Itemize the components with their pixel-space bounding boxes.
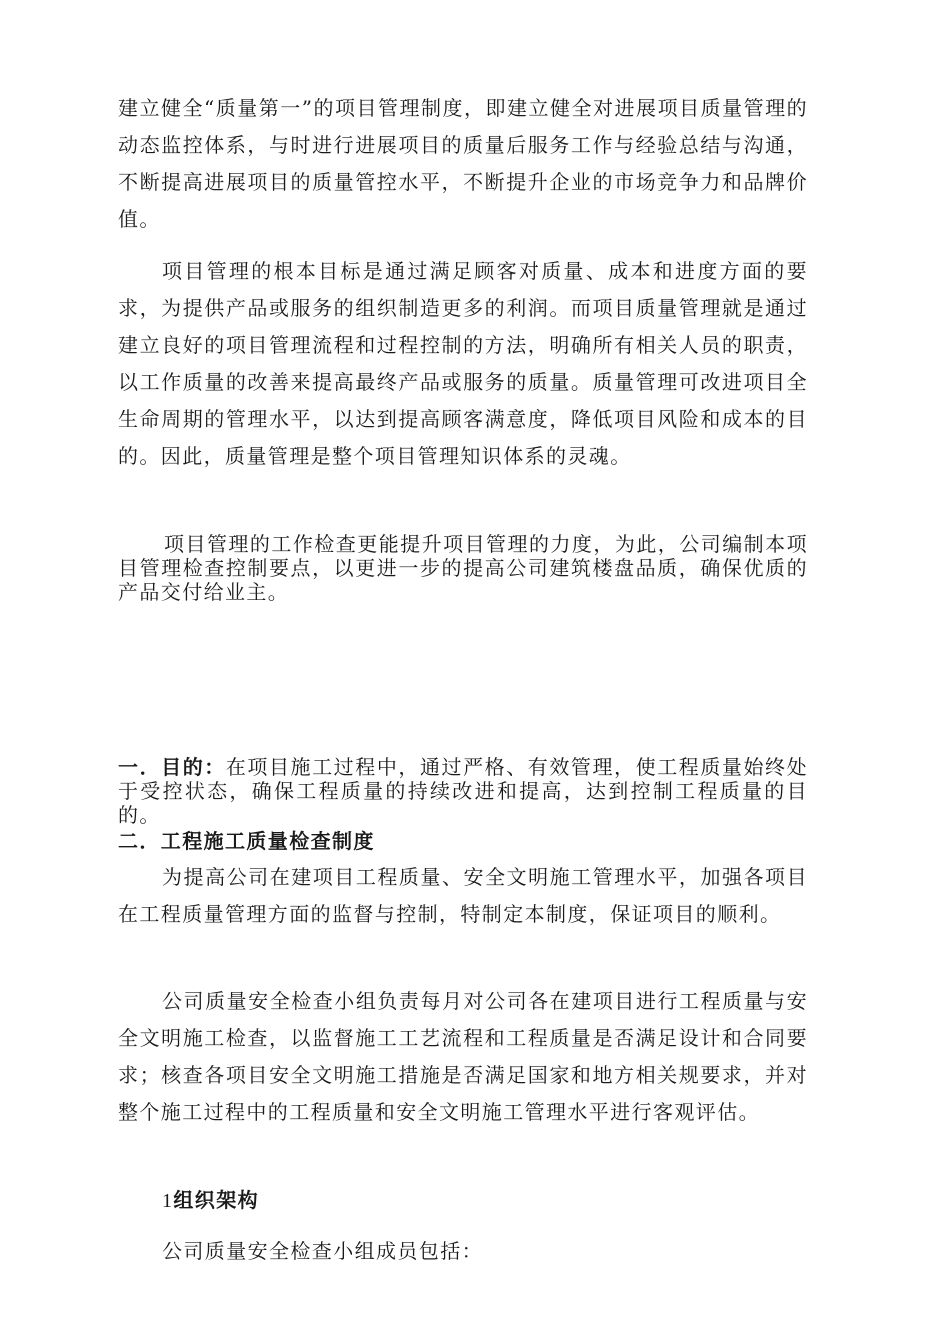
section-1-heading: 一．目的： — [118, 755, 226, 779]
subsection-1-title: 组织架构 — [173, 1188, 260, 1212]
section-2-paragraph-1: 为提高公司在建项目工程质量、安全文明施工管理水平，加强各项目在工程质量管理方面的监督与控制，特制定本制度，保证项目的顺利。 — [118, 865, 808, 926]
subsection-1-heading — [162, 1185, 259, 1216]
intro-paragraph-1: 建立健全“质量第一”的项目管理制度，即建立健全对进展项目质量管理的动态监控体系，与时进行进展项目的质量后服务工作与经验总结与沟通，不断提高进展项目的质量管控水平，不断提升企业的市场竞争力和品牌价值。 — [118, 96, 808, 231]
section-2-paragraph-2: 公司质量安全检查小组负责每月对公司各在建项目进行工程质量与安全文明施工检查，以监督施工工艺流程和工程质量是否满足设计和合同要求；核查各项目安全文明施工措施是否满足国家和地方相关规要求，并对整个施工过程中的工程质量和安全文明施工管理水平进行客观评估。 — [118, 989, 808, 1124]
intro-paragraph-2: 项目管理的根本目标是通过满足顾客对质量、成本和进度方面的要求，为提供产品或服务的组织制造更多的利润。而项目质量管理就是通过建立良好的项目管理流程和过程控制的方法，明确所有相关人员的职责，以工作质量的改善来提高最终产品或服务的质量。质量管理可改进项目全生命周期的管理水平，以达到提高顾客满意度，降低项目风险和成本的目的。因此，质量管理是整个项目管理知识体系的灵魂。 — [118, 259, 808, 468]
section-2-heading: 二．工程施工质量检查制度 — [118, 829, 375, 853]
section-1-paragraph — [118, 755, 808, 827]
subsection-1-number: 1 — [162, 1190, 174, 1212]
intro-paragraph-3: 项目管理的工作检查更能提升项目管理的力度，为此，公司编制本项目管理检查控制要点，以更进一步的提高公司建筑楼盘品质，确保优质的产品交付给业主。 — [118, 532, 808, 604]
section-1-text: 在项目施工过程中，通过严格、有效管理，使工程质量始终处于受控状态，确保工程质量的持续改进和提高，达到控制工程质量的目的。 — [118, 755, 808, 827]
subsection-1-text: 公司质量安全检查小组成员包括： — [162, 1239, 483, 1263]
